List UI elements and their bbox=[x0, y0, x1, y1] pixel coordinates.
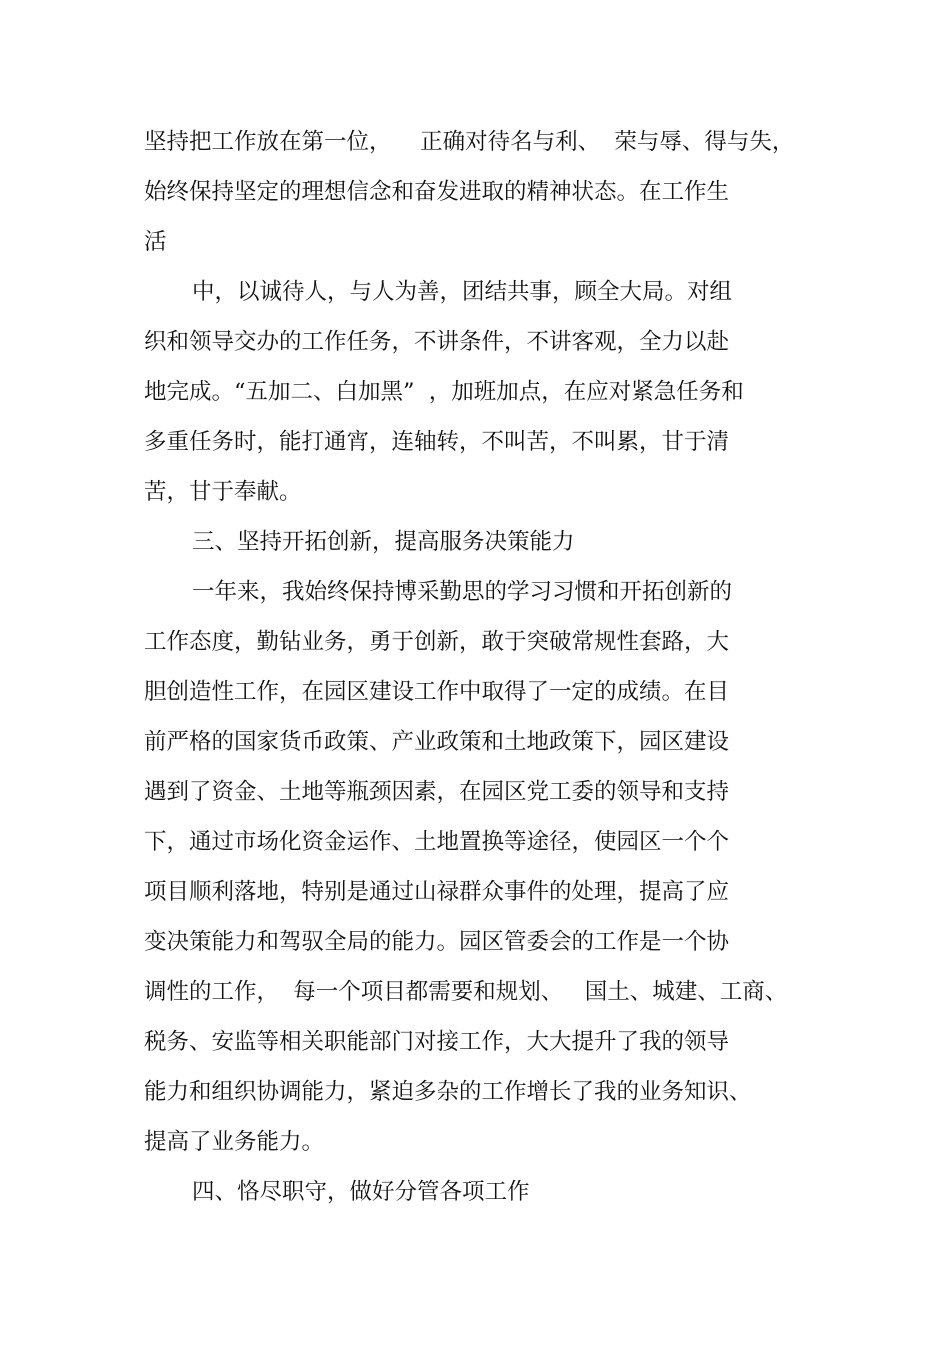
text-line: 税务、安监等相关职能部门对接工作，大大提升了我的领导 bbox=[144, 1029, 730, 1055]
text-line: 前严格的国家货币政策、产业政策和土地政策下，园区建设 bbox=[144, 729, 730, 755]
text-line: 调性的工作， 每一个项目都需要和规划、 国土、城建、工商、 bbox=[144, 979, 788, 1005]
section-heading: 三、坚持开拓创新，提高服务决策能力 bbox=[192, 529, 575, 555]
text-line: 坚持把工作放在第一位， 正确对待名与利、 荣与辱、得与失， bbox=[144, 129, 795, 155]
text-line: 织和领导交办的工作任务，不讲条件，不讲客观，全力以赴 bbox=[144, 329, 730, 355]
text-line: 工作态度，勤钻业务，勇于创新，敢于突破常规性套路，大 bbox=[144, 629, 730, 655]
text-line: 一年来，我始终保持博采勤思的学习习惯和开拓创新的 bbox=[192, 579, 733, 605]
text-line: 变决策能力和驾驭全局的能力。园区管委会的工作是一个协 bbox=[144, 929, 730, 955]
text-line: 下，通过市场化资金运作、土地置换等途径，使园区一个个 bbox=[144, 829, 730, 855]
text-line: 提高了业务能力。 bbox=[144, 1129, 325, 1155]
text-line: 地完成。“五加二、白加黑” ，加班加点，在应对紧急任务和 bbox=[144, 379, 744, 405]
text-line: 活 bbox=[144, 229, 167, 255]
text-line: 始终保持坚定的理想信念和奋发进取的精神状态。在工作生 bbox=[144, 179, 730, 205]
text-line: 胆创造性工作，在园区建设工作中取得了一定的成绩。在目 bbox=[144, 679, 730, 705]
text-line: 多重任务时，能打通宵，连轴转，不叫苦，不叫累，甘于清 bbox=[144, 429, 730, 455]
text-line: 遇到了资金、土地等瓶颈因素，在园区党工委的领导和支持 bbox=[144, 779, 730, 805]
text-line: 项目顺利落地，特别是通过山禄群众事件的处理，提高了应 bbox=[144, 879, 730, 905]
section-heading: 四、恪尽职守，做好分管各项工作 bbox=[192, 1179, 530, 1205]
text-line: 苦，甘于奉献。 bbox=[144, 479, 302, 505]
text-line: 能力和组织协调能力，紧迫多杂的工作增长了我的业务知识、 bbox=[144, 1079, 752, 1105]
text-line: 中，以诚待人，与人为善，团结共事，顾全大局。对组 bbox=[192, 279, 733, 305]
